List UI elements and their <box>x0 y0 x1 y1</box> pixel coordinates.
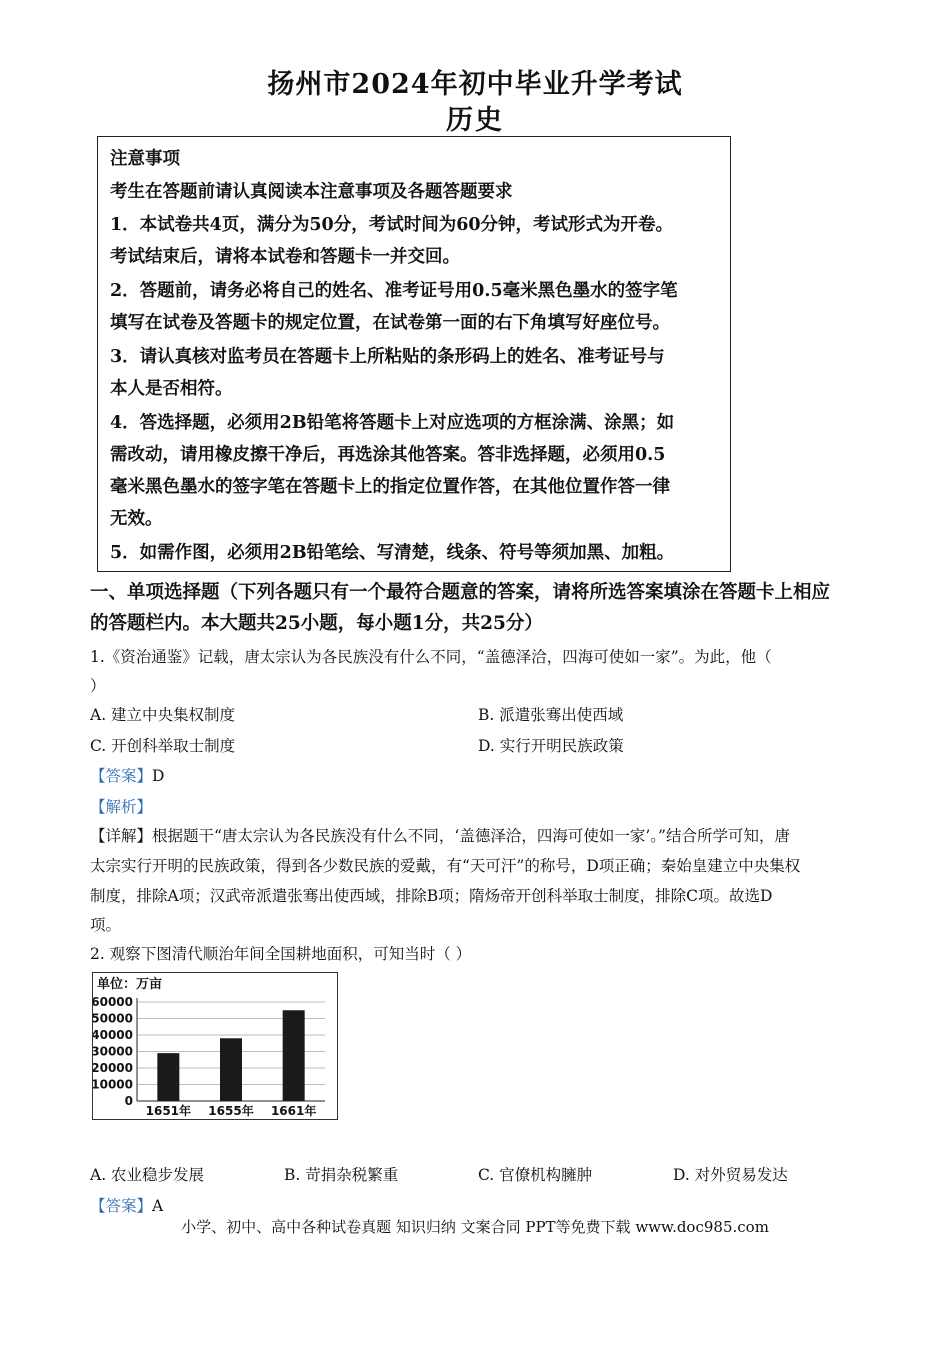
y-tick-label: 0 <box>124 1094 133 1108</box>
notice-subheading: 考生在答题前请认真阅读本注意事项及各题答题要求 <box>110 182 513 202</box>
option-d: D. 实行开明民族政策 <box>478 737 624 755</box>
notice-line: 填写在试卷及答题卡的规定位置，在试卷第一面的右下角填写好座位号。 <box>110 313 670 333</box>
notice-line: 毫米黑色墨水的签字笔在答题卡上的指定位置作答，在其他位置作答一律 <box>110 477 670 497</box>
question-stem: 2. 观察下图清代顺治年间全国耕地面积，可知当时（ ） <box>90 945 472 963</box>
y-tick-label: 10000 <box>93 1077 133 1092</box>
bar <box>157 1053 179 1101</box>
y-tick-label: 40000 <box>93 1028 133 1042</box>
detail-line: 太宗实行开明的民族政策，得到各少数民族的爱戴，有“天可汗”的称号，D项正确；秦始皇建立中央集权 <box>90 857 801 875</box>
y-tick-label: 30000 <box>93 1044 133 1059</box>
subject-title: 历史 <box>446 105 504 136</box>
question-stem-cont: ） <box>90 677 106 695</box>
answer-tag: 【答案】 <box>90 1197 153 1215</box>
bar <box>283 1010 305 1101</box>
notice-line: 1．本试卷共4页，满分为50分，考试时间为60分钟，考试形式为开卷。 <box>110 215 674 235</box>
notice-line: 需改动，请用橡皮擦干净后，再选涂其他答案。答非选择题，必须用0.5 <box>110 445 666 465</box>
notice-line: 4．答选择题，必须用2B铅笔将答题卡上对应选项的方框涂满、涂黑；如 <box>110 413 675 433</box>
chart-svg <box>93 973 336 1118</box>
section-heading: 一、单项选择题（下列各题只有一个最符合题意的答案，请将所选答案填涂在答题卡上相应 <box>90 582 831 603</box>
notice-line: 2．答题前，请务必将自己的姓名、准考证号用0.5毫米黑色墨水的签字笔 <box>110 281 678 301</box>
section-heading-cont: 的答题栏内。本大题共25小题，每小题1分，共25分） <box>90 613 543 634</box>
footer-text: 小学、初中、高中各种试卷真题 知识归纳 文案合同 PPT等免费下载 www.doc985.com <box>181 1218 769 1236</box>
detail-line: 项。 <box>90 916 122 934</box>
answer-tag: 【答案】 <box>90 767 153 785</box>
notice-box <box>97 136 731 572</box>
detail-line: 【详解】根据题干“唐太宗认为各民族没有什么不同，‘盖德泽洽，四海可使如一家’。”结合所学可知，唐 <box>90 827 790 845</box>
question-stem: 1.《资治通鉴》记载，唐太宗认为各民族没有什么不同，“盖德泽洽，四海可使如一家”。为此，他（ <box>90 648 772 666</box>
x-tick-label: 1661年 <box>270 1104 317 1118</box>
notice-heading: 注意事项 <box>110 149 180 169</box>
answer-line <box>90 764 164 786</box>
option-d: D. 对外贸易发达 <box>673 1166 788 1184</box>
chart-title: 单位：万亩 <box>97 977 163 992</box>
bar <box>220 1038 242 1101</box>
detail-line: 制度，排除A项；汉武帝派遣张骞出使西域，排除B项；隋炀帝开创科举取士制度，排除C项。故选D <box>90 887 773 905</box>
option-b: B. 苛捐杂税繁重 <box>284 1166 399 1184</box>
analysis-label: 【解析】 <box>90 798 153 816</box>
notice-line: 5．如需作图，必须用2B铅笔绘、写清楚，线条、符号等须加黑、加粗。 <box>110 543 675 563</box>
option-a: A. 建立中央集权制度 <box>90 706 236 724</box>
y-tick-label: 60000 <box>93 995 133 1009</box>
x-tick-label: 1651年 <box>145 1104 192 1118</box>
farmland-bar-chart <box>92 972 338 1120</box>
analysis-tag <box>90 795 152 817</box>
notice-line: 3．请认真核对监考员在答题卡上所粘贴的条形码上的姓名、准考证号与 <box>110 347 665 367</box>
answer-value: A <box>152 1197 164 1215</box>
y-tick-label: 20000 <box>93 1061 133 1075</box>
option-c: C. 官僚机构臃肿 <box>478 1166 593 1184</box>
exam-title: 扬州市2024年初中毕业升学考试 <box>267 69 683 100</box>
notice-line: 考试结束后，请将本试卷和答题卡一并交回。 <box>110 247 460 267</box>
x-tick-label: 1655年 <box>208 1104 254 1118</box>
option-a: A. 农业稳步发展 <box>90 1166 205 1184</box>
y-tick-label: 50000 <box>93 1011 133 1026</box>
answer-line <box>90 1194 163 1216</box>
notice-line: 本人是否相符。 <box>110 379 233 399</box>
answer-value: D <box>152 767 165 785</box>
option-c: C. 开创科举取士制度 <box>90 737 236 755</box>
option-b: B. 派遣张骞出使西域 <box>478 706 624 724</box>
notice-line: 无效。 <box>110 509 163 529</box>
